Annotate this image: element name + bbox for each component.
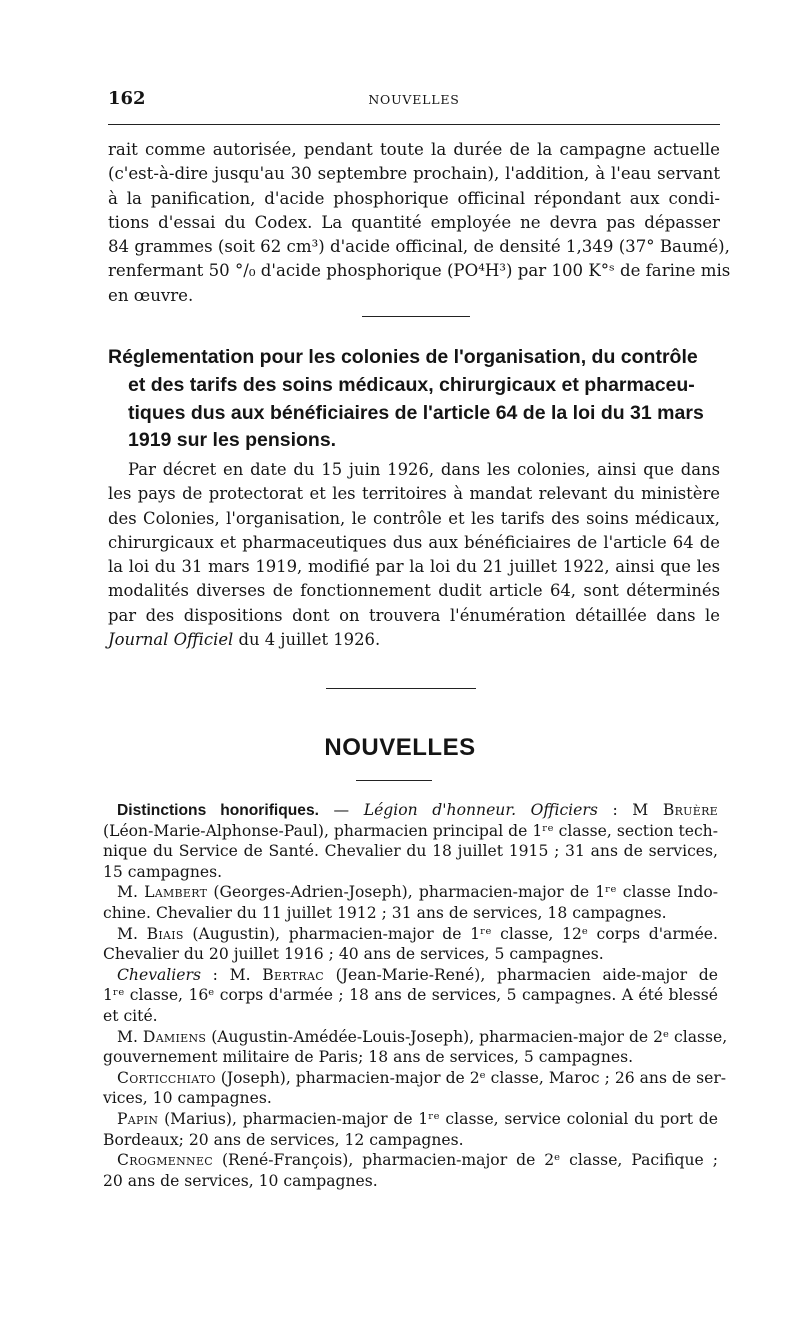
entry-text: : M (597, 801, 663, 819)
intro-line: (c'est-à-dire jusqu'au 30 septembre prochain), l'addition, à l'eau servant (108, 164, 720, 184)
regulation-line-tail: du 4 juillet 1926. (233, 630, 381, 650)
news-entry-first-line (103, 1109, 718, 1130)
regulation-line (108, 628, 720, 652)
news-entry-line: gouvernement militaire de Paris; 18 ans de services, 5 campagnes. (103, 1048, 634, 1067)
entry-text: (Jean-Marie-René), pharmacien aide-major de (323, 965, 718, 984)
news-entry (103, 965, 718, 1027)
person-name: Biais (146, 924, 184, 943)
intro-line: à la panification, d'acide phosphorique officinal répondant aux condi- (108, 188, 720, 208)
regulation-title-line: tiques dus aux bénéficiaires de l'article 64 de la loi du 31 mars (128, 401, 704, 424)
regulation-title-line: 1919 sur les pensions. (128, 429, 337, 452)
entry-text: (Marius), pharmacien-major de 1ʳᵉ classe, service colonial du port de (158, 1109, 718, 1128)
regulation-line: par des dispositions dont on trouvera l'énumération détaillée dans le (108, 605, 720, 625)
news-entry-line: 20 ans de services, 10 campagnes. (103, 1171, 378, 1190)
news-entry-line: et cité. (103, 1006, 158, 1025)
journal-officiel-title: Journal Officiel (108, 630, 234, 650)
news-entry (103, 1150, 718, 1191)
entry-text: M. (117, 924, 147, 943)
page-number: 162 (108, 88, 146, 109)
regulation-title (108, 344, 728, 455)
person-name: Damiens (142, 1027, 207, 1046)
news-entry (103, 1109, 718, 1150)
news-entry (103, 882, 718, 923)
section-separator (326, 688, 476, 689)
running-title: NOUVELLES (368, 92, 460, 107)
person-name: Bertrac (262, 965, 324, 984)
news-entry-line: vices, 10 campagnes. (103, 1089, 272, 1108)
news-entry-first-line (103, 882, 718, 903)
person-name: Crogmennec (117, 1151, 214, 1170)
regulation-title-line: Réglementation pour les colonies de l'organisation, du contrôle (108, 346, 698, 368)
intro-line: en œuvre. (108, 285, 194, 305)
header-rule (108, 124, 720, 125)
person-name: Bruère (662, 801, 718, 819)
regulation-line: les pays de protectorat et les territoires à mandat relevant du ministère (108, 484, 720, 504)
news-entry (103, 1068, 727, 1109)
news-entry-line: nique du Service de Santé. Chevalier du 18 juillet 1915 ; 31 ans de services, (103, 842, 718, 861)
regulation-line: chirurgicaux et pharmaceutiques dus aux bénéficiaires de l'article 64 de (108, 532, 720, 552)
intro-line: renfermant 50 °/₀ d'acide phosphorique (PO⁴H³) par 100 K°ˢ de farine mis (108, 261, 731, 281)
nouvelles-heading: NOUVELLES (324, 734, 476, 761)
entry-text: M. (117, 883, 145, 902)
news-entry-line: Bordeaux; 20 ans de services, 12 campagnes. (103, 1130, 464, 1149)
intro-line: tions d'essai du Codex. La quantité employée ne devra pas dépasser (108, 212, 720, 232)
news-entry-line: 15 campagnes. (103, 862, 223, 881)
regulation-line: la loi du 31 mars 1919, modifié par la loi du 21 juillet 1922, ainsi que les (108, 557, 720, 577)
entry-heading: Distinctions honorifiques. (117, 802, 319, 819)
news-entry-first-line (103, 965, 718, 986)
news-entry-first-line (103, 924, 718, 945)
entry-text: : M. (200, 965, 263, 984)
entry-text: Chevaliers (117, 965, 201, 984)
regulation-line: modalités diverses de fonctionnement dudit article 64, sont déterminés (108, 581, 720, 601)
news-entry-first-line (103, 800, 718, 821)
news-entry (103, 800, 718, 882)
regulation-line: des Colonies, l'organisation, le contrôle et les tarifs des soins médicaux, (108, 508, 720, 528)
entry-text: Légion d'honneur. Officiers (363, 801, 598, 819)
running-head (108, 88, 720, 110)
entry-text: — (318, 801, 364, 819)
news-entry (103, 1027, 728, 1068)
intro-line: 84 grammes (soit 62 cm³) d'acide officinal, de densité 1,349 (37° Baumé), (108, 237, 730, 257)
entry-text: (Augustin), pharmacien-major de 1ʳᵉ classe, 12ᵉ corps d'armée. (183, 924, 718, 943)
news-entry-line: 1ʳᵉ classe, 16ᵉ corps d'armée ; 18 ans de services, 5 campagnes. A été blessé (103, 986, 718, 1005)
heading-underline (356, 780, 432, 781)
news-entry (103, 924, 718, 965)
entry-text: M. (117, 1027, 143, 1046)
entry-text: (René-François), pharmacien-major de 2ᵉ classe, Pacifique ; (213, 1151, 718, 1170)
news-entry-first-line (103, 1027, 728, 1048)
intro-paragraph (108, 138, 731, 308)
person-name: Corticchiato (117, 1068, 216, 1087)
intro-line: rait comme autorisée, pendant toute la durée de la campagne actuelle (108, 140, 720, 159)
regulation-line: Par décret en date du 15 juin 1926, dans les colonies, ainsi que dans (128, 460, 720, 479)
news-entry-line: Chevalier du 20 juillet 1916 ; 40 ans de services, 5 campagnes. (103, 945, 604, 964)
person-name: Papin (117, 1109, 159, 1128)
section-separator (362, 316, 470, 317)
person-name: Lambert (144, 883, 208, 902)
entry-text: (Augustin-Amédée-Louis-Joseph), pharmacien-major de 2ᵉ classe, (206, 1027, 728, 1046)
news-entry-first-line (103, 1150, 718, 1171)
news-entries (103, 800, 728, 1191)
entry-text: (Georges-Adrien-Joseph), pharmacien-major de 1ʳᵉ classe Indo- (207, 883, 718, 902)
regulation-paragraph (108, 458, 720, 652)
news-entry-line: (Léon-Marie-Alphonse-Paul), pharmacien principal de 1ʳᵉ classe, section tech- (103, 821, 718, 840)
entry-text: (Joseph), pharmacien-major de 2ᵉ classe, Maroc ; 26 ans de ser- (215, 1068, 727, 1087)
news-entry-first-line (103, 1068, 727, 1089)
regulation-title-line: et des tarifs des soins médicaux, chirurgicaux et pharmaceu- (128, 373, 695, 396)
news-entry-line: chine. Chevalier du 11 juillet 1912 ; 31 ans de services, 18 campagnes. (103, 903, 667, 922)
